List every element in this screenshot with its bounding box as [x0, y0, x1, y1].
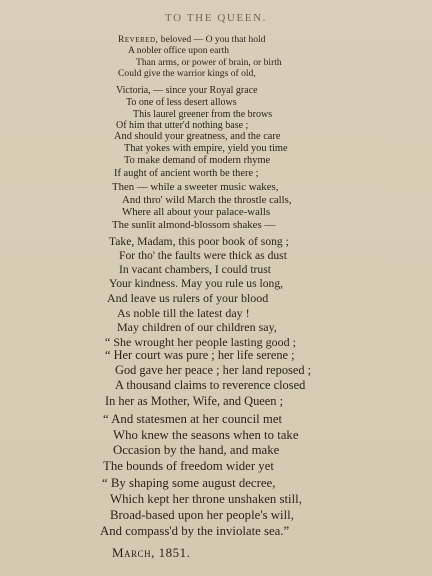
poem-line: “ By shaping some august decree,	[102, 476, 276, 490]
poem-line: A thousand claims to reverence closed	[115, 378, 306, 393]
poem-line: “ And statesmen at her council met	[103, 412, 283, 426]
page-title: TO THE QUEEN.	[165, 12, 267, 24]
poem-line: Of him that utter'd nothing base ;	[116, 120, 249, 132]
poem-line: Which kept her throne unshaken still,	[110, 492, 302, 506]
poem-line: Occasion by the hand, and make	[113, 443, 280, 458]
poem-line: In vacant chambers, I could trust	[119, 263, 271, 276]
poem-line: The bounds of freedom wider yet	[103, 458, 274, 473]
first-line-rest: beloved — O you that hold	[158, 34, 266, 45]
poem-line	[118, 34, 266, 45]
poem-line: The sunlit almond-blossom shakes —	[112, 218, 276, 231]
poem-line: Where all about your palace-walls	[122, 206, 271, 219]
poem-line: Broad-based upon her people's will,	[110, 508, 294, 522]
first-word: Revered,	[118, 34, 159, 45]
poem-line: Take, Madam, this poor book of song ;	[109, 235, 289, 248]
poem-line: To make demand of modern rhyme	[124, 155, 271, 167]
poem-line: Who knew the seasons when to take	[113, 427, 299, 442]
poem-line: And should your greatness, and the care	[114, 131, 281, 142]
poem-line: And leave us rulers of your blood	[107, 291, 269, 305]
poem-line: That yokes with empire, yield you time	[124, 143, 288, 155]
poem-line: Then — while a sweeter music wakes,	[112, 181, 279, 193]
poem-date: March, 1851.	[112, 545, 191, 560]
poem-line: God gave her peace ; her land reposed ;	[115, 363, 312, 378]
poem-line: “ She wrought her people lasting good ;	[105, 334, 296, 349]
poem-line: For tho' the faults were thick as dust	[119, 249, 287, 262]
poem-line: Your kindness. May you rule us long,	[109, 277, 284, 290]
poem-line: A nobler office upon earth	[128, 45, 230, 57]
poem-line: To one of less desert allows	[126, 96, 237, 108]
poem-line: “ Her court was pure ; her life serene ;	[105, 348, 295, 362]
poem-line: This laurel greener from the brows	[133, 108, 273, 120]
poem-line: And thro' wild March the throstle calls,	[122, 193, 292, 206]
poem-line: If aught of ancient worth be there ;	[114, 167, 259, 179]
poem-line: Could give the warrior kings of old,	[118, 67, 256, 79]
poem-line: Than arms, or power of brain, or birth	[136, 56, 282, 68]
poem-line: As noble till the latest day !	[117, 305, 250, 320]
poem-line: In her as Mother, Wife, and Queen ;	[105, 393, 284, 408]
poem-line: And compass'd by the inviolate sea.”	[100, 524, 290, 538]
poem-line: Victoria, — since your Royal grace	[116, 85, 258, 96]
poem-line: May children of our children say,	[117, 320, 277, 335]
